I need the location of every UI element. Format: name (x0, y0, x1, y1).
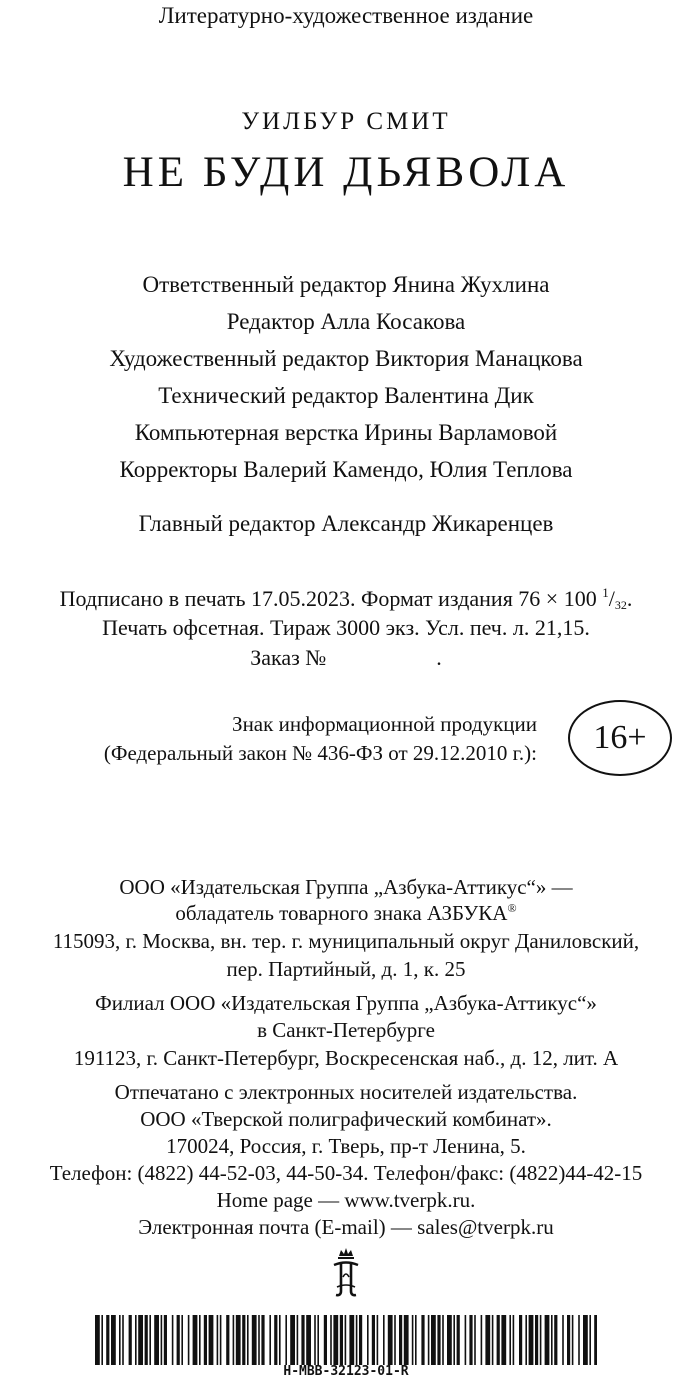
printer-homepage: Home page — www.tverpk.ru. (216, 1188, 476, 1212)
barcode-bar (188, 1315, 190, 1365)
barcode-bar (129, 1315, 132, 1365)
barcode-bar (529, 1315, 534, 1365)
barcode-bar (317, 1315, 319, 1365)
barcode-bar (172, 1315, 174, 1365)
printer-email: Электронная почта (E-mail) — sales@tverpk.ru (138, 1215, 554, 1239)
barcode-bar (242, 1315, 245, 1365)
age-rating-badge: 16+ (568, 700, 672, 776)
barcode-bar (199, 1315, 201, 1365)
printer-line: Телефон: (4822) 44-52-03, 44-50-34. Телефон/факс: (4822)44-42-15 (49, 1161, 643, 1185)
barcode-text: Н-МВВ-32123-01-R (283, 1364, 409, 1379)
barcode (95, 1315, 597, 1365)
barcode-bar (330, 1315, 332, 1365)
barcode-bar (481, 1315, 483, 1365)
credit-line: Корректоры Валерий Камендо, Юлия Теплова (119, 457, 573, 482)
barcode-bar (367, 1315, 369, 1365)
barcode-bar (290, 1315, 295, 1365)
barcode-bar (513, 1315, 515, 1365)
order-number: Заказ № . (250, 645, 442, 670)
branch-line: в Санкт-Петербурге (257, 1018, 435, 1042)
barcode-bar (306, 1315, 311, 1365)
publisher-line: ООО «Издательская Группа „Азбука-Аттикус“» — (119, 875, 573, 899)
printer-line: 170024, Россия, г. Тверь, пр-т Ленина, 5. (166, 1134, 526, 1158)
print-run: Печать офсетная. Тираж 3000 экз. Усл. печ. л. 21,15. (102, 615, 590, 640)
barcode-bar (261, 1315, 264, 1365)
credit-line: Технический редактор Валентина Дик (158, 383, 534, 408)
barcode-bar (457, 1315, 460, 1365)
barcode-bar (101, 1315, 103, 1365)
barcode-bar (465, 1315, 467, 1365)
barcode-bar (442, 1315, 444, 1365)
barcode-bar (233, 1315, 235, 1365)
branch-line: Филиал ООО «Издательская Группа „Азбука-Аттикус“» (95, 991, 597, 1015)
barcode-bar (501, 1315, 506, 1365)
barcode-bar (314, 1315, 316, 1365)
age-sign-label: Знак информационной продукции (232, 712, 537, 736)
barcode-bar (297, 1315, 299, 1365)
publisher-line: пер. Партийный, д. 1, к. 25 (226, 957, 466, 981)
barcode-bar (578, 1315, 580, 1365)
barcode-bar (356, 1315, 358, 1365)
barcode-bar (428, 1315, 430, 1365)
barcode-bar (497, 1315, 500, 1365)
barcode-bar (377, 1315, 379, 1365)
barcode-bar (285, 1315, 287, 1365)
barcode-bar (138, 1315, 143, 1365)
barcode-bar (226, 1315, 229, 1365)
barcode-bar (135, 1315, 137, 1365)
credit-line: Редактор Алла Косакова (226, 309, 466, 334)
barcode-bar (177, 1315, 180, 1365)
barcode-bar (551, 1315, 553, 1365)
barcode-bar (453, 1315, 455, 1365)
barcode-bar (145, 1315, 148, 1365)
barcode-bar (220, 1315, 222, 1365)
barcode-bar (399, 1315, 402, 1365)
barcode-bar (562, 1315, 564, 1365)
barcode-bar (217, 1315, 219, 1365)
barcode-bar (383, 1315, 385, 1365)
edition-type: Литературно-художественное издание (158, 3, 534, 28)
barcode-bar (421, 1315, 424, 1365)
barcode-bar (540, 1315, 542, 1365)
publisher-line: 115093, г. Москва, вн. тер. г. муниципальный округ Даниловский, (52, 929, 640, 953)
barcode-bar (485, 1315, 490, 1365)
barcode-bar (269, 1315, 271, 1365)
barcode-bar (106, 1315, 109, 1365)
barcode-bar (535, 1315, 538, 1365)
age-sign-law: (Федеральный закон № 436-ФЗ от 29.12.2010 г.): (103, 741, 537, 765)
barcode-bar (340, 1315, 343, 1365)
barcode-bar (583, 1315, 588, 1365)
barcode-bar (274, 1315, 277, 1365)
barcode-bar (572, 1315, 574, 1365)
credit-line: Ответственный редактор Янина Жухлина (142, 272, 550, 297)
barcode-bar (252, 1315, 257, 1365)
barcode-bar (437, 1315, 440, 1365)
barcode-bar (154, 1315, 159, 1365)
barcode-bar (333, 1315, 338, 1365)
barcode-bar (204, 1315, 207, 1365)
credit-line: Художественный редактор Виктория Манацкова (109, 346, 583, 371)
barcode-bar (594, 1315, 597, 1365)
barcode-bar (181, 1315, 183, 1365)
barcode-bar (388, 1315, 393, 1365)
barcode-bar (545, 1315, 550, 1365)
publisher-line: обладатель товарного знака АЗБУКА® (175, 901, 517, 925)
credit-line: Компьютерная верстка Ирины Варламовой (134, 420, 558, 445)
barcode-bar (469, 1315, 472, 1365)
barcode-bar (149, 1315, 151, 1365)
barcode-bar (567, 1315, 570, 1365)
barcode-bar (193, 1315, 198, 1365)
barcode-bar (554, 1315, 557, 1365)
barcode-bar (111, 1315, 116, 1365)
printer-line: Отпечатано с электронных носителей издательства. (114, 1080, 578, 1104)
barcode-bar (404, 1315, 409, 1365)
barcode-bar (95, 1315, 100, 1365)
book-title: НЕ БУДИ ДЬЯВОЛА (122, 149, 570, 196)
barcode-bar (236, 1315, 241, 1365)
barcode-bar (447, 1315, 452, 1365)
branch-line: 191123, г. Санкт-Петербург, Воскресенская наб., д. 12, лит. А (73, 1046, 619, 1070)
barcode-bar (209, 1315, 214, 1365)
barcode-bar (509, 1315, 511, 1365)
print-date-format: Подписано в печать 17.05.2023. Формат издания 76 × 100 $^1/_{32}$. (59, 585, 633, 612)
barcode-bar (164, 1315, 167, 1365)
barcode-bar (345, 1315, 347, 1365)
barcode-bar (359, 1315, 362, 1365)
barcode-bar (301, 1315, 304, 1365)
barcode-bar (258, 1315, 260, 1365)
barcode-bar (349, 1315, 354, 1365)
barcode-bar (372, 1315, 375, 1365)
barcode-bar (394, 1315, 396, 1365)
barcode-bar (122, 1315, 124, 1365)
barcode-bar (492, 1315, 494, 1365)
barcode-bar (161, 1315, 163, 1365)
barcode-bar (431, 1315, 436, 1365)
barcode-bar (519, 1315, 522, 1365)
barcode-bar (525, 1315, 527, 1365)
barcode-bar (474, 1315, 476, 1365)
barcode-bar (415, 1315, 417, 1365)
book-author: УИЛБУР СМИТ (241, 108, 451, 135)
barcode-bar (324, 1315, 327, 1365)
barcode-bar (279, 1315, 281, 1365)
barcode-bar (589, 1315, 591, 1365)
chief-editor: Главный редактор Александр Жикаренцев (138, 511, 554, 536)
barcode-bar (247, 1315, 249, 1365)
barcode-bar (119, 1315, 121, 1365)
printer-line: ООО «Тверской полиграфический комбинат». (140, 1107, 552, 1131)
printer-crown-logo-icon (330, 1247, 362, 1299)
barcode-bar (412, 1315, 414, 1365)
